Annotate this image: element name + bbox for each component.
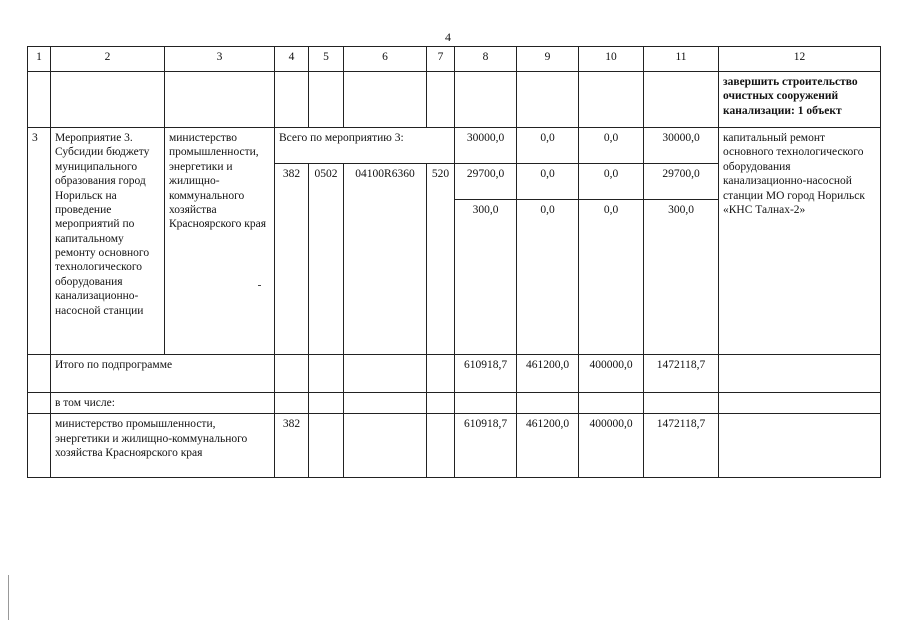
value-cell: 1472118,7 [644, 355, 719, 393]
table-row [28, 393, 881, 414]
event-name: Мероприятие 3. Субсидии бюджету муниципального образования город Норильск на проведение мероприятий по капитальному ремонту основного технологического оборудования канализационно-насосной станции [51, 128, 165, 355]
header-cell: 2 [51, 47, 165, 72]
table-row [28, 414, 881, 478]
header-cell: 9 [517, 47, 579, 72]
value-cell: 0,0 [579, 200, 644, 355]
value-cell: 300,0 [455, 200, 517, 355]
value-cell: 610918,7 [455, 355, 517, 393]
value-cell: 0,0 [517, 164, 579, 200]
page-number: 4 [445, 30, 451, 44]
scan-speck [258, 285, 261, 286]
value-cell: 400000,0 [579, 414, 644, 478]
row-number: 3 [28, 128, 51, 355]
header-cell: 5 [309, 47, 344, 72]
result-cell: завершить строительство очистных сооружений канализации: 1 объект [719, 72, 881, 128]
value-cell: 0,0 [579, 128, 644, 164]
header-cell: 11 [644, 47, 719, 72]
value-cell: 0,0 [517, 200, 579, 355]
header-cell: 8 [455, 47, 517, 72]
header-cell: 1 [28, 47, 51, 72]
including-label: в том числе: [51, 393, 275, 414]
event-total-label: Всего по мероприятию 3: [275, 128, 455, 164]
header-row [28, 47, 881, 72]
value-cell: 461200,0 [517, 414, 579, 478]
value-cell: 0,0 [579, 164, 644, 200]
ministry-label: министерство промышленности, энергетики и жилищно-коммунального хозяйства Красноярского края [51, 414, 275, 478]
program-table [27, 46, 881, 478]
value-cell: 30000,0 [455, 128, 517, 164]
code-cell: 520 [427, 164, 455, 355]
header-cell: 7 [427, 47, 455, 72]
code-cell: 04100R6360 [344, 164, 427, 355]
value-cell: 610918,7 [455, 414, 517, 478]
value-cell: 29700,0 [455, 164, 517, 200]
result-cell: капитальный ремонт основного технологического оборудования канализационно-насосной станции МО город Норильск «КНС Талнах-2» [719, 128, 881, 355]
header-cell: 10 [579, 47, 644, 72]
code-cell: 0502 [309, 164, 344, 355]
value-cell: 29700,0 [644, 164, 719, 200]
value-cell: 300,0 [644, 200, 719, 355]
code-cell: 382 [275, 164, 309, 355]
value-cell: 1472118,7 [644, 414, 719, 478]
total-label: Итого по подпрограмме [51, 355, 275, 393]
value-cell: 400000,0 [579, 355, 644, 393]
header-cell: 3 [165, 47, 275, 72]
scan-margin-line [8, 575, 9, 620]
code-cell: 382 [275, 414, 309, 478]
value-cell: 0,0 [517, 128, 579, 164]
value-cell: 461200,0 [517, 355, 579, 393]
header-cell: 12 [719, 47, 881, 72]
header-cell: 6 [344, 47, 427, 72]
table-row [28, 128, 881, 164]
ministry-cell: министерство промышленности, энергетики и жилищно-коммунального хозяйства Красноярского края [165, 128, 275, 355]
table-row [28, 355, 881, 393]
table-row [28, 72, 881, 128]
header-cell: 4 [275, 47, 309, 72]
value-cell: 30000,0 [644, 128, 719, 164]
